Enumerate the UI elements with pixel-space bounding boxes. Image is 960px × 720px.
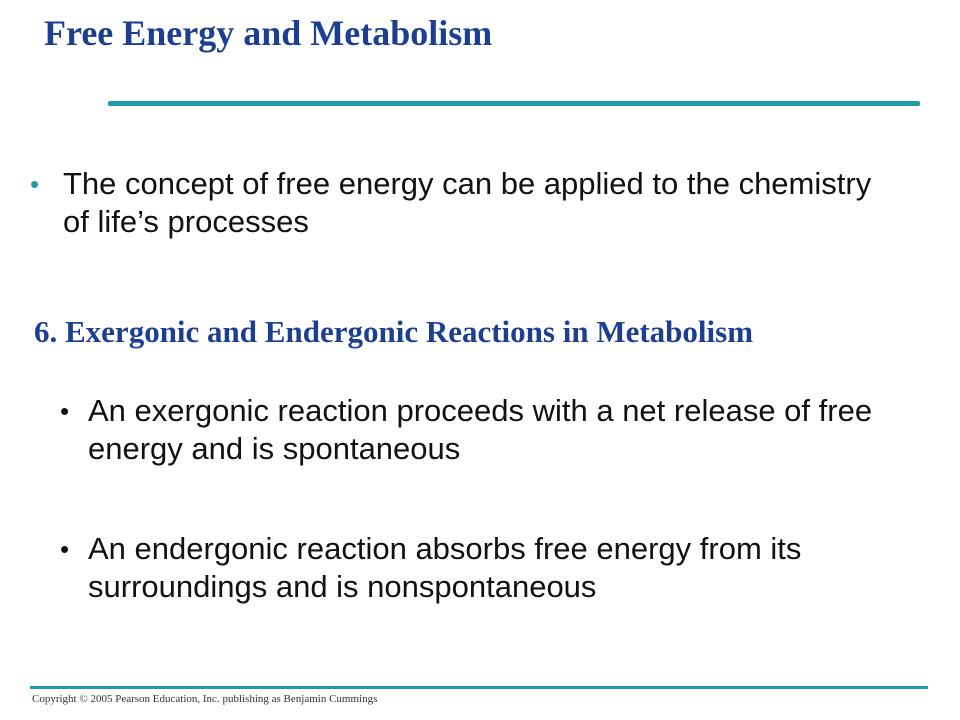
exergonic-bullet <box>60 392 880 468</box>
title-divider <box>108 101 920 106</box>
bullet-marker: • <box>60 396 70 426</box>
bullet-marker: • <box>60 534 70 564</box>
intro-bullet-text: The concept of free energy can be applied to the chemistry of life’s processes <box>63 166 872 239</box>
copyright-notice: Copyright © 2005 Pearson Education, Inc. publishing as Benjamin Cummings <box>32 693 378 705</box>
endergonic-bullet <box>60 530 880 606</box>
footer-divider <box>30 686 928 689</box>
intro-bullet <box>30 165 890 241</box>
endergonic-bullet-text: An endergonic reaction absorbs free energy from its surroundings and is nonspontaneous <box>88 531 802 604</box>
section-heading: 6. Exergonic and Endergonic Reactions in Metabolism <box>34 314 754 349</box>
slide-title: Free Energy and Metabolism <box>44 13 493 53</box>
exergonic-bullet-text: An exergonic reaction proceeds with a net release of free energy and is spontaneous <box>88 393 873 466</box>
bullet-marker: • <box>30 169 40 199</box>
